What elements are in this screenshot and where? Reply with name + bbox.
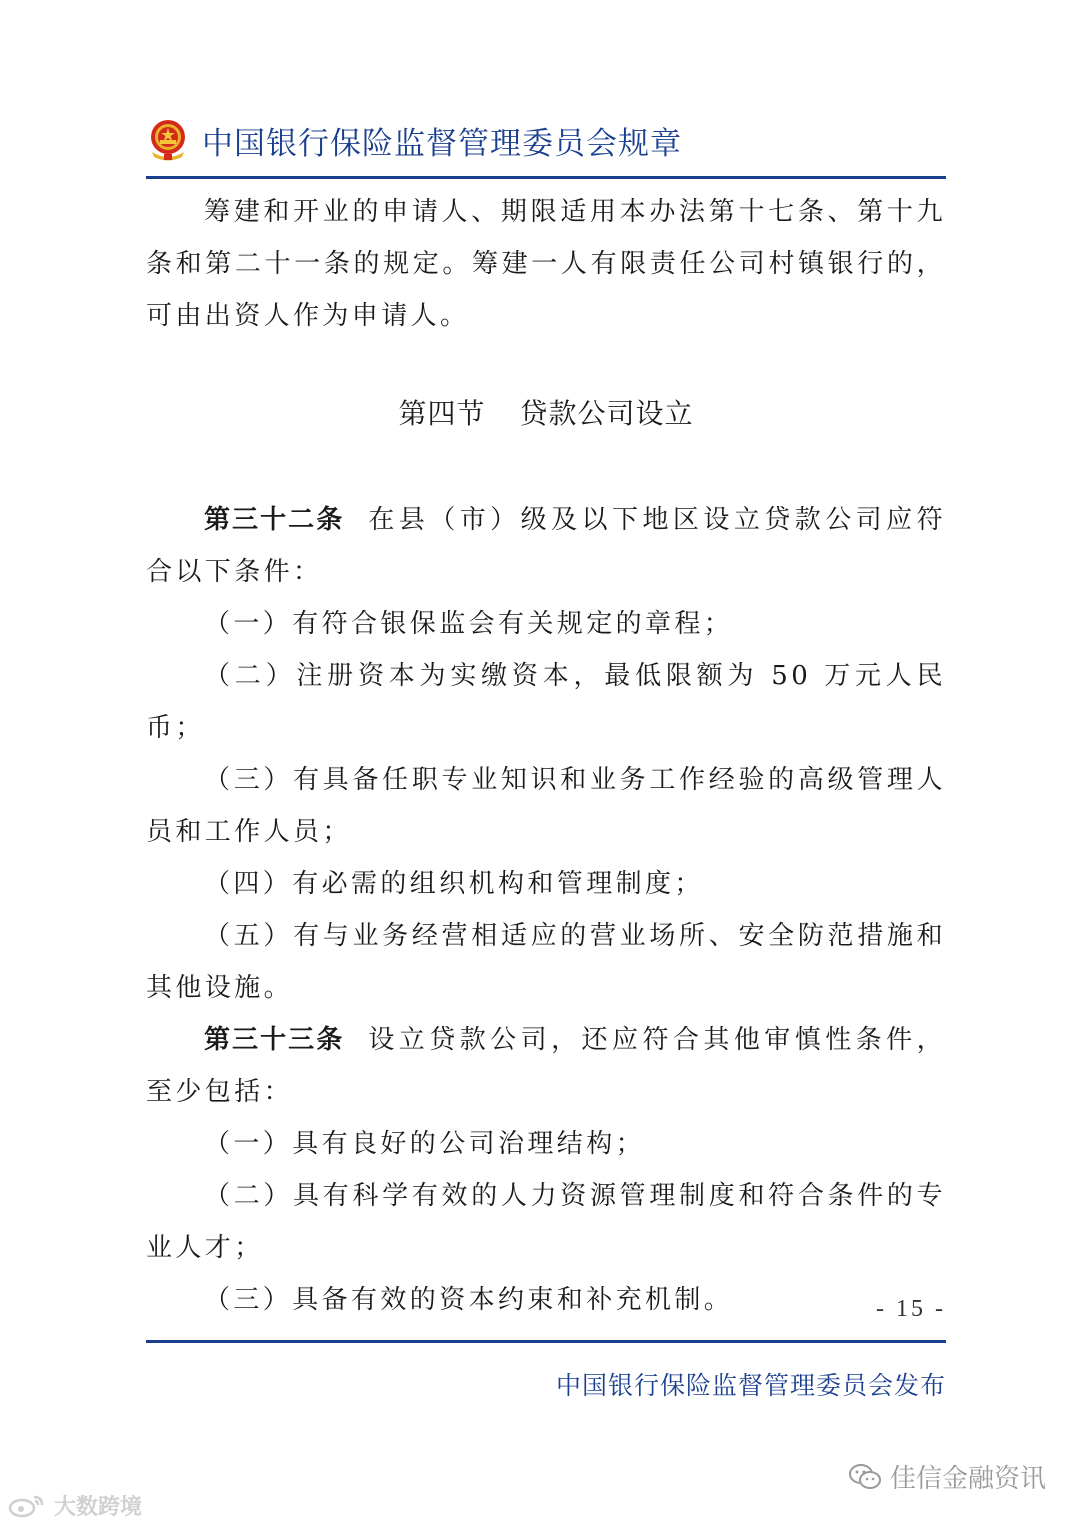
watermark-weibo-text: 大数跨境 bbox=[54, 1495, 143, 1520]
articles-text bbox=[146, 494, 946, 1326]
article-33-item: （三）具备有效的资本约束和补充机制。 bbox=[204, 1285, 734, 1315]
article-32-item: （五）有与业务经营相适应的营业场所、安全防范措施和其他设施。 bbox=[146, 921, 946, 1003]
watermark-wechat bbox=[848, 1458, 1046, 1495]
document-header bbox=[146, 112, 946, 168]
article-33-item: （一）具有良好的公司治理结构； bbox=[204, 1129, 646, 1159]
article-32 bbox=[146, 494, 946, 598]
article-33 bbox=[146, 1014, 946, 1118]
article-32-item: （二）注册资本为实缴资本，最低限额为 50 万元人民币； bbox=[146, 661, 946, 743]
wechat-icon bbox=[848, 1463, 882, 1491]
intro-text bbox=[146, 186, 946, 342]
header-divider bbox=[146, 176, 946, 179]
section-name: 贷款公司设立 bbox=[519, 397, 694, 430]
article-32-item: （三）有具备任职专业知识和业务工作经验的高级管理人员和工作人员； bbox=[146, 765, 946, 847]
page-number: - 15 - bbox=[876, 1296, 946, 1322]
section-title bbox=[146, 392, 946, 432]
watermark-wechat-text: 佳信金融资讯 bbox=[889, 1464, 1046, 1494]
footer-divider bbox=[146, 1340, 946, 1343]
watermark-weibo bbox=[8, 1490, 142, 1521]
national-emblem-icon bbox=[146, 116, 190, 164]
article-33-item: （二）具有科学有效的人力资源管理制度和符合条件的专业人才； bbox=[146, 1181, 946, 1263]
header-title: 中国银行保险监督管理委员会规章 bbox=[202, 125, 682, 162]
article-33-heading: 第三十三条 bbox=[204, 1025, 345, 1055]
article-32-item: （四）有必需的组织机构和管理制度； bbox=[204, 869, 704, 899]
article-32-heading: 第三十二条 bbox=[204, 505, 345, 535]
article-33-text: 设立贷款公司，还应符合其他审慎性条件，至少包括： bbox=[146, 1025, 946, 1107]
footer-publisher: 中国银行保险监督管理委员会发布 bbox=[555, 1371, 946, 1400]
article-32-item: （一）有符合银保监会有关规定的章程； bbox=[204, 609, 734, 639]
section-number: 第四节 bbox=[398, 397, 486, 430]
weibo-icon bbox=[8, 1493, 48, 1519]
article-32-text: 在县（市）级及以下地区设立贷款公司应符合以下条件： bbox=[146, 505, 946, 587]
paragraph: 筹建和开业的申请人、期限适用本办法第十七条、第十九条和第二十一条的规定。筹建一人有限责任公司村镇银行的，可由出资人作为申请人。 bbox=[146, 197, 946, 331]
